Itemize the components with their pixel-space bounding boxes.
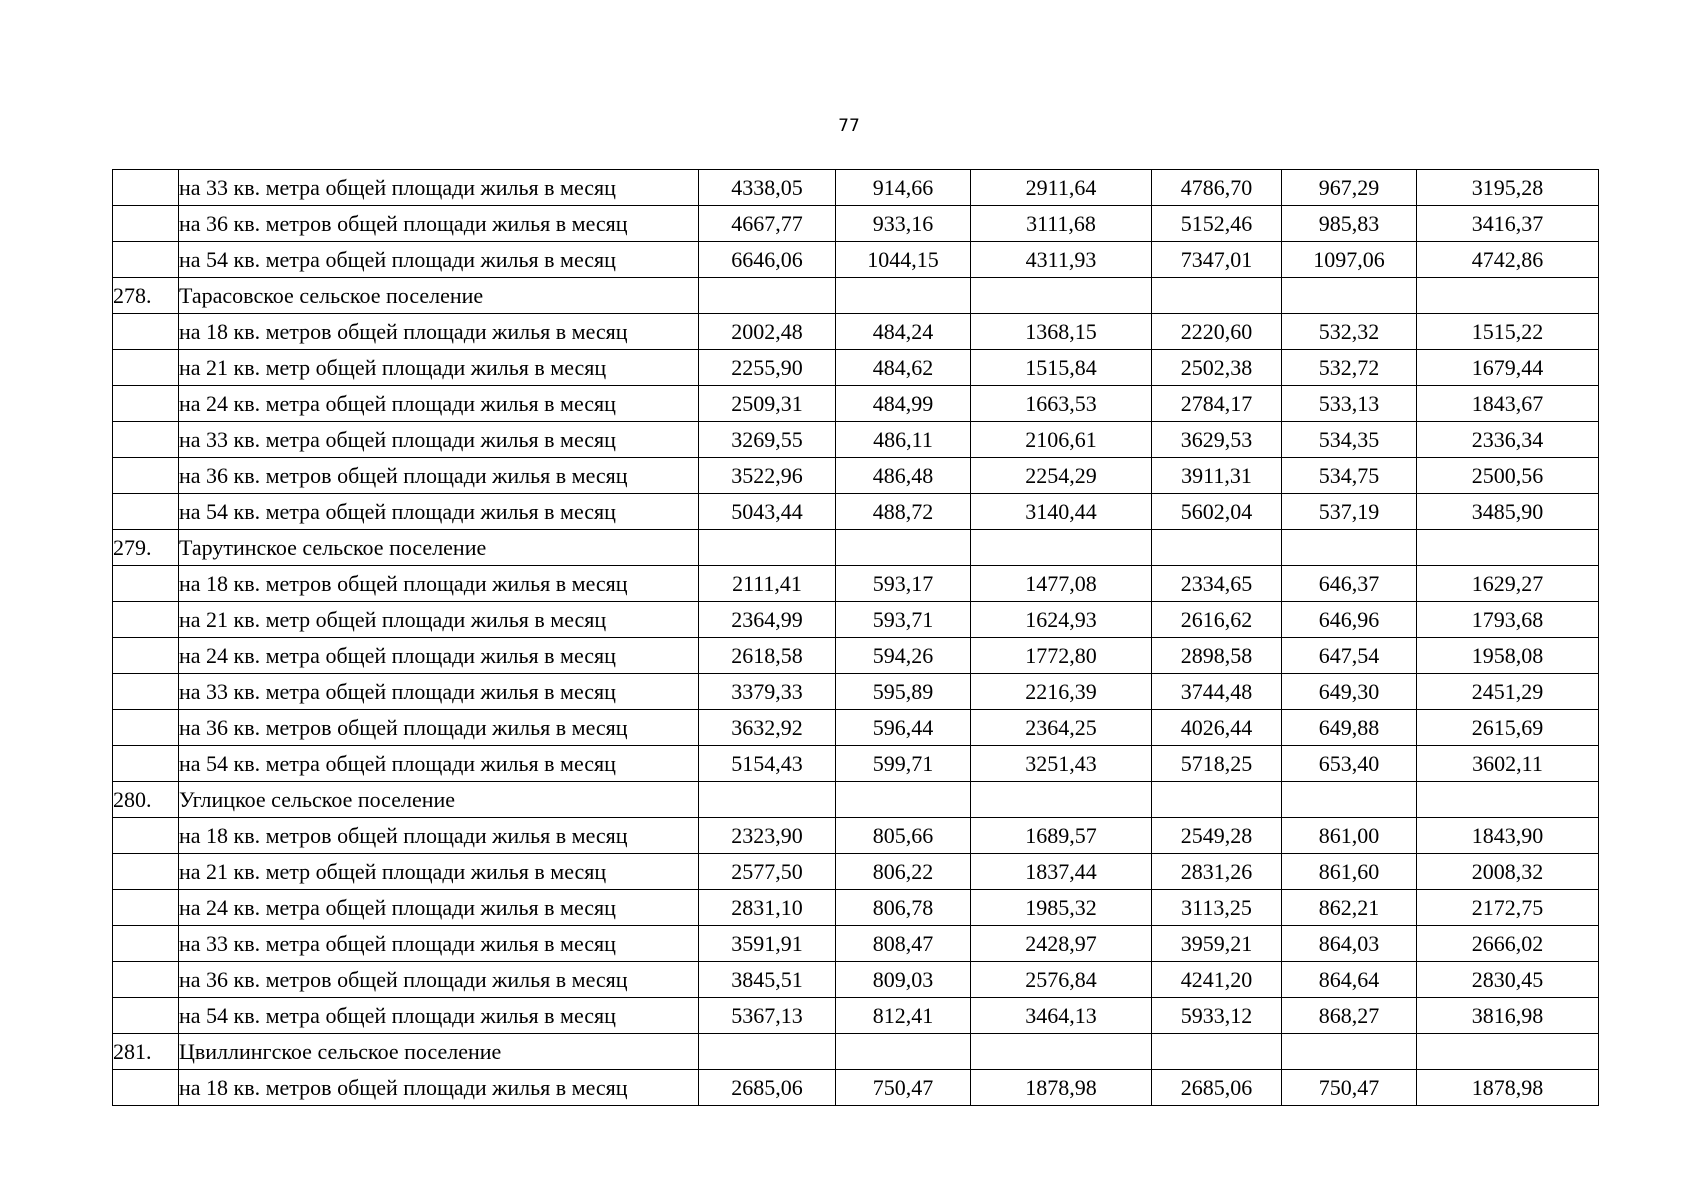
value-cell-2: 486,11 <box>836 422 971 458</box>
value-cell-3: 2106,61 <box>971 422 1152 458</box>
value-cell-1: 5154,43 <box>699 746 836 782</box>
value-cell-4: 3744,48 <box>1152 674 1282 710</box>
row-number-cell <box>113 962 179 998</box>
value-cell-2: 593,17 <box>836 566 971 602</box>
value-cell-1: 3632,92 <box>699 710 836 746</box>
value-cell-2 <box>836 278 971 314</box>
value-cell-2: 593,71 <box>836 602 971 638</box>
value-cell-6: 1793,68 <box>1417 602 1599 638</box>
value-cell-5: 534,75 <box>1282 458 1417 494</box>
value-cell-3: 1689,57 <box>971 818 1152 854</box>
value-cell-2: 933,16 <box>836 206 971 242</box>
value-cell-1: 2577,50 <box>699 854 836 890</box>
value-cell-6: 2666,02 <box>1417 926 1599 962</box>
value-cell-3 <box>971 782 1152 818</box>
settlement-name-cell: Углицкое сельское поселение <box>179 782 699 818</box>
value-cell-3: 1477,08 <box>971 566 1152 602</box>
description-cell: на 33 кв. метра общей площади жилья в месяц <box>179 674 699 710</box>
value-cell-6: 1679,44 <box>1417 350 1599 386</box>
value-cell-5: 861,00 <box>1282 818 1417 854</box>
value-cell-5: 647,54 <box>1282 638 1417 674</box>
table-row <box>113 746 1599 782</box>
value-cell-5: 985,83 <box>1282 206 1417 242</box>
value-cell-3: 1878,98 <box>971 1070 1152 1106</box>
value-cell-1: 5367,13 <box>699 998 836 1034</box>
row-number-cell <box>113 458 179 494</box>
value-cell-4: 5933,12 <box>1152 998 1282 1034</box>
value-cell-3: 2254,29 <box>971 458 1152 494</box>
settlement-name-cell: Тарасовское сельское поселение <box>179 278 699 314</box>
value-cell-3: 3111,68 <box>971 206 1152 242</box>
value-cell-1: 2618,58 <box>699 638 836 674</box>
description-cell: на 24 кв. метра общей площади жилья в месяц <box>179 890 699 926</box>
value-cell-2: 594,26 <box>836 638 971 674</box>
value-cell-2: 808,47 <box>836 926 971 962</box>
settlement-row <box>113 530 1599 566</box>
value-cell-5: 862,21 <box>1282 890 1417 926</box>
row-number-cell <box>113 854 179 890</box>
value-cell-1: 4667,77 <box>699 206 836 242</box>
value-cell-3: 1624,93 <box>971 602 1152 638</box>
value-cell-6 <box>1417 278 1599 314</box>
value-cell-5: 649,30 <box>1282 674 1417 710</box>
row-number-cell <box>113 422 179 458</box>
value-cell-1: 2364,99 <box>699 602 836 638</box>
table-row <box>113 926 1599 962</box>
value-cell-4: 2898,58 <box>1152 638 1282 674</box>
value-cell-6: 2008,32 <box>1417 854 1599 890</box>
value-cell-6: 3816,98 <box>1417 998 1599 1034</box>
settlement-name-cell: Цвиллингское сельское поселение <box>179 1034 699 1070</box>
value-cell-1: 3379,33 <box>699 674 836 710</box>
value-cell-2: 805,66 <box>836 818 971 854</box>
value-cell-4: 2334,65 <box>1152 566 1282 602</box>
value-cell-2: 599,71 <box>836 746 971 782</box>
value-cell-5: 532,32 <box>1282 314 1417 350</box>
value-cell-1: 2685,06 <box>699 1070 836 1106</box>
value-cell-1: 6646,06 <box>699 242 836 278</box>
table-row <box>113 890 1599 926</box>
value-cell-5: 646,37 <box>1282 566 1417 602</box>
value-cell-2 <box>836 530 971 566</box>
table-row <box>113 242 1599 278</box>
value-cell-2: 750,47 <box>836 1070 971 1106</box>
value-cell-5: 864,64 <box>1282 962 1417 998</box>
table-row <box>113 602 1599 638</box>
value-cell-2: 484,99 <box>836 386 971 422</box>
value-cell-3: 1515,84 <box>971 350 1152 386</box>
value-cell-3: 4311,93 <box>971 242 1152 278</box>
settlement-row <box>113 782 1599 818</box>
value-cell-4: 2220,60 <box>1152 314 1282 350</box>
value-cell-2: 812,41 <box>836 998 971 1034</box>
value-cell-6: 1843,67 <box>1417 386 1599 422</box>
value-cell-3: 2216,39 <box>971 674 1152 710</box>
value-cell-2: 484,62 <box>836 350 971 386</box>
value-cell-2: 914,66 <box>836 170 971 206</box>
row-number-cell <box>113 350 179 386</box>
value-cell-3 <box>971 1034 1152 1070</box>
row-number-cell <box>113 998 179 1034</box>
row-number-cell <box>113 566 179 602</box>
description-cell: на 54 кв. метра общей площади жилья в месяц <box>179 998 699 1034</box>
value-cell-5: 646,96 <box>1282 602 1417 638</box>
value-cell-1: 5043,44 <box>699 494 836 530</box>
table-row <box>113 962 1599 998</box>
value-cell-3 <box>971 278 1152 314</box>
value-cell-4: 3959,21 <box>1152 926 1282 962</box>
table-row <box>113 854 1599 890</box>
row-number-cell <box>113 314 179 350</box>
value-cell-4: 2502,38 <box>1152 350 1282 386</box>
row-number-cell <box>113 1070 179 1106</box>
row-number-cell <box>113 710 179 746</box>
value-cell-1: 3522,96 <box>699 458 836 494</box>
value-cell-1 <box>699 530 836 566</box>
tariff-table <box>112 169 1599 1106</box>
value-cell-3: 3251,43 <box>971 746 1152 782</box>
row-number-cell: 279. <box>113 530 179 566</box>
value-cell-3: 1368,15 <box>971 314 1152 350</box>
table-row <box>113 818 1599 854</box>
value-cell-4: 5718,25 <box>1152 746 1282 782</box>
value-cell-1: 2831,10 <box>699 890 836 926</box>
value-cell-6 <box>1417 530 1599 566</box>
value-cell-6: 2500,56 <box>1417 458 1599 494</box>
row-number-cell <box>113 242 179 278</box>
value-cell-3: 2364,25 <box>971 710 1152 746</box>
value-cell-5: 861,60 <box>1282 854 1417 890</box>
value-cell-6: 2451,29 <box>1417 674 1599 710</box>
value-cell-6: 1629,27 <box>1417 566 1599 602</box>
value-cell-1: 2255,90 <box>699 350 836 386</box>
value-cell-2 <box>836 1034 971 1070</box>
value-cell-4: 2685,06 <box>1152 1070 1282 1106</box>
description-cell: на 18 кв. метров общей площади жилья в месяц <box>179 818 699 854</box>
table-row <box>113 458 1599 494</box>
value-cell-4: 2616,62 <box>1152 602 1282 638</box>
value-cell-5: 537,19 <box>1282 494 1417 530</box>
table-row <box>113 494 1599 530</box>
table-row <box>113 206 1599 242</box>
description-cell: на 36 кв. метров общей площади жилья в месяц <box>179 962 699 998</box>
value-cell-5: 864,03 <box>1282 926 1417 962</box>
settlement-name-cell: Тарутинское сельское поселение <box>179 530 699 566</box>
value-cell-2: 596,44 <box>836 710 971 746</box>
row-number-cell: 278. <box>113 278 179 314</box>
description-cell: на 24 кв. метра общей площади жилья в месяц <box>179 386 699 422</box>
settlement-row <box>113 278 1599 314</box>
value-cell-6: 1878,98 <box>1417 1070 1599 1106</box>
value-cell-6: 3195,28 <box>1417 170 1599 206</box>
description-cell: на 33 кв. метра общей площади жилья в месяц <box>179 170 699 206</box>
value-cell-4: 5152,46 <box>1152 206 1282 242</box>
value-cell-1: 3591,91 <box>699 926 836 962</box>
row-number-cell <box>113 206 179 242</box>
value-cell-6: 2830,45 <box>1417 962 1599 998</box>
value-cell-5 <box>1282 1034 1417 1070</box>
table-row <box>113 350 1599 386</box>
value-cell-3: 2911,64 <box>971 170 1152 206</box>
value-cell-3: 1772,80 <box>971 638 1152 674</box>
value-cell-6: 3416,37 <box>1417 206 1599 242</box>
value-cell-4 <box>1152 1034 1282 1070</box>
value-cell-5 <box>1282 278 1417 314</box>
description-cell: на 33 кв. метра общей площади жилья в месяц <box>179 422 699 458</box>
table-row <box>113 998 1599 1034</box>
value-cell-4: 4026,44 <box>1152 710 1282 746</box>
description-cell: на 33 кв. метра общей площади жилья в месяц <box>179 926 699 962</box>
description-cell: на 21 кв. метр общей площади жилья в месяц <box>179 350 699 386</box>
value-cell-4: 2784,17 <box>1152 386 1282 422</box>
value-cell-5: 533,13 <box>1282 386 1417 422</box>
value-cell-2: 486,48 <box>836 458 971 494</box>
value-cell-1: 2002,48 <box>699 314 836 350</box>
value-cell-5 <box>1282 782 1417 818</box>
value-cell-4 <box>1152 278 1282 314</box>
description-cell: на 18 кв. метров общей площади жилья в месяц <box>179 314 699 350</box>
value-cell-6 <box>1417 1034 1599 1070</box>
value-cell-6: 1843,90 <box>1417 818 1599 854</box>
value-cell-5: 534,35 <box>1282 422 1417 458</box>
description-cell: на 21 кв. метр общей площади жилья в месяц <box>179 854 699 890</box>
table-body <box>113 170 1599 1106</box>
value-cell-1: 3269,55 <box>699 422 836 458</box>
value-cell-5: 1097,06 <box>1282 242 1417 278</box>
value-cell-3: 2428,97 <box>971 926 1152 962</box>
value-cell-5: 967,29 <box>1282 170 1417 206</box>
description-cell: на 54 кв. метра общей площади жилья в месяц <box>179 746 699 782</box>
value-cell-1: 2323,90 <box>699 818 836 854</box>
table-row <box>113 314 1599 350</box>
value-cell-3 <box>971 530 1152 566</box>
value-cell-5: 868,27 <box>1282 998 1417 1034</box>
value-cell-2 <box>836 782 971 818</box>
description-cell: на 36 кв. метров общей площади жилья в месяц <box>179 206 699 242</box>
value-cell-6: 3602,11 <box>1417 746 1599 782</box>
value-cell-6: 3485,90 <box>1417 494 1599 530</box>
row-number-cell <box>113 818 179 854</box>
value-cell-2: 806,78 <box>836 890 971 926</box>
value-cell-2: 484,24 <box>836 314 971 350</box>
table-row <box>113 1070 1599 1106</box>
value-cell-3: 2576,84 <box>971 962 1152 998</box>
description-cell: на 21 кв. метр общей площади жилья в месяц <box>179 602 699 638</box>
value-cell-4: 4786,70 <box>1152 170 1282 206</box>
description-cell: на 54 кв. метра общей площади жилья в месяц <box>179 494 699 530</box>
value-cell-5: 750,47 <box>1282 1070 1417 1106</box>
value-cell-6: 2172,75 <box>1417 890 1599 926</box>
row-number-cell <box>113 746 179 782</box>
value-cell-4 <box>1152 530 1282 566</box>
value-cell-4: 3629,53 <box>1152 422 1282 458</box>
table-row <box>113 674 1599 710</box>
value-cell-6: 1958,08 <box>1417 638 1599 674</box>
description-cell: на 54 кв. метра общей площади жилья в месяц <box>179 242 699 278</box>
value-cell-6 <box>1417 782 1599 818</box>
table-row <box>113 566 1599 602</box>
value-cell-1: 2509,31 <box>699 386 836 422</box>
value-cell-4: 3113,25 <box>1152 890 1282 926</box>
settlement-row <box>113 1034 1599 1070</box>
description-cell: на 18 кв. метров общей площади жилья в месяц <box>179 1070 699 1106</box>
value-cell-6: 2336,34 <box>1417 422 1599 458</box>
value-cell-4: 7347,01 <box>1152 242 1282 278</box>
description-cell: на 36 кв. метров общей площади жилья в месяц <box>179 710 699 746</box>
value-cell-4: 4241,20 <box>1152 962 1282 998</box>
value-cell-1: 2111,41 <box>699 566 836 602</box>
value-cell-4: 5602,04 <box>1152 494 1282 530</box>
row-number-cell: 281. <box>113 1034 179 1070</box>
row-number-cell <box>113 890 179 926</box>
value-cell-4: 3911,31 <box>1152 458 1282 494</box>
value-cell-3: 3464,13 <box>971 998 1152 1034</box>
value-cell-4: 2831,26 <box>1152 854 1282 890</box>
row-number-cell <box>113 494 179 530</box>
value-cell-6: 1515,22 <box>1417 314 1599 350</box>
table-row <box>113 386 1599 422</box>
table-row <box>113 638 1599 674</box>
value-cell-5: 649,88 <box>1282 710 1417 746</box>
value-cell-3: 1663,53 <box>971 386 1152 422</box>
value-cell-5 <box>1282 530 1417 566</box>
value-cell-2: 488,72 <box>836 494 971 530</box>
value-cell-5: 653,40 <box>1282 746 1417 782</box>
row-number-cell <box>113 638 179 674</box>
value-cell-6: 2615,69 <box>1417 710 1599 746</box>
table-row <box>113 422 1599 458</box>
row-number-cell <box>113 674 179 710</box>
value-cell-1: 3845,51 <box>699 962 836 998</box>
value-cell-1 <box>699 782 836 818</box>
value-cell-2: 1044,15 <box>836 242 971 278</box>
value-cell-4: 2549,28 <box>1152 818 1282 854</box>
value-cell-3: 1985,32 <box>971 890 1152 926</box>
row-number-cell <box>113 926 179 962</box>
value-cell-3: 1837,44 <box>971 854 1152 890</box>
value-cell-1 <box>699 278 836 314</box>
value-cell-2: 806,22 <box>836 854 971 890</box>
description-cell: на 18 кв. метров общей площади жилья в месяц <box>179 566 699 602</box>
description-cell: на 36 кв. метров общей площади жилья в месяц <box>179 458 699 494</box>
value-cell-3: 3140,44 <box>971 494 1152 530</box>
table-row <box>113 710 1599 746</box>
value-cell-4 <box>1152 782 1282 818</box>
table-row <box>113 170 1599 206</box>
row-number-cell: 280. <box>113 782 179 818</box>
description-cell: на 24 кв. метра общей площади жилья в месяц <box>179 638 699 674</box>
value-cell-2: 595,89 <box>836 674 971 710</box>
value-cell-1: 4338,05 <box>699 170 836 206</box>
row-number-cell <box>113 386 179 422</box>
row-number-cell <box>113 170 179 206</box>
value-cell-2: 809,03 <box>836 962 971 998</box>
value-cell-5: 532,72 <box>1282 350 1417 386</box>
value-cell-6: 4742,86 <box>1417 242 1599 278</box>
row-number-cell <box>113 602 179 638</box>
value-cell-1 <box>699 1034 836 1070</box>
page-number: 77 <box>838 116 860 136</box>
